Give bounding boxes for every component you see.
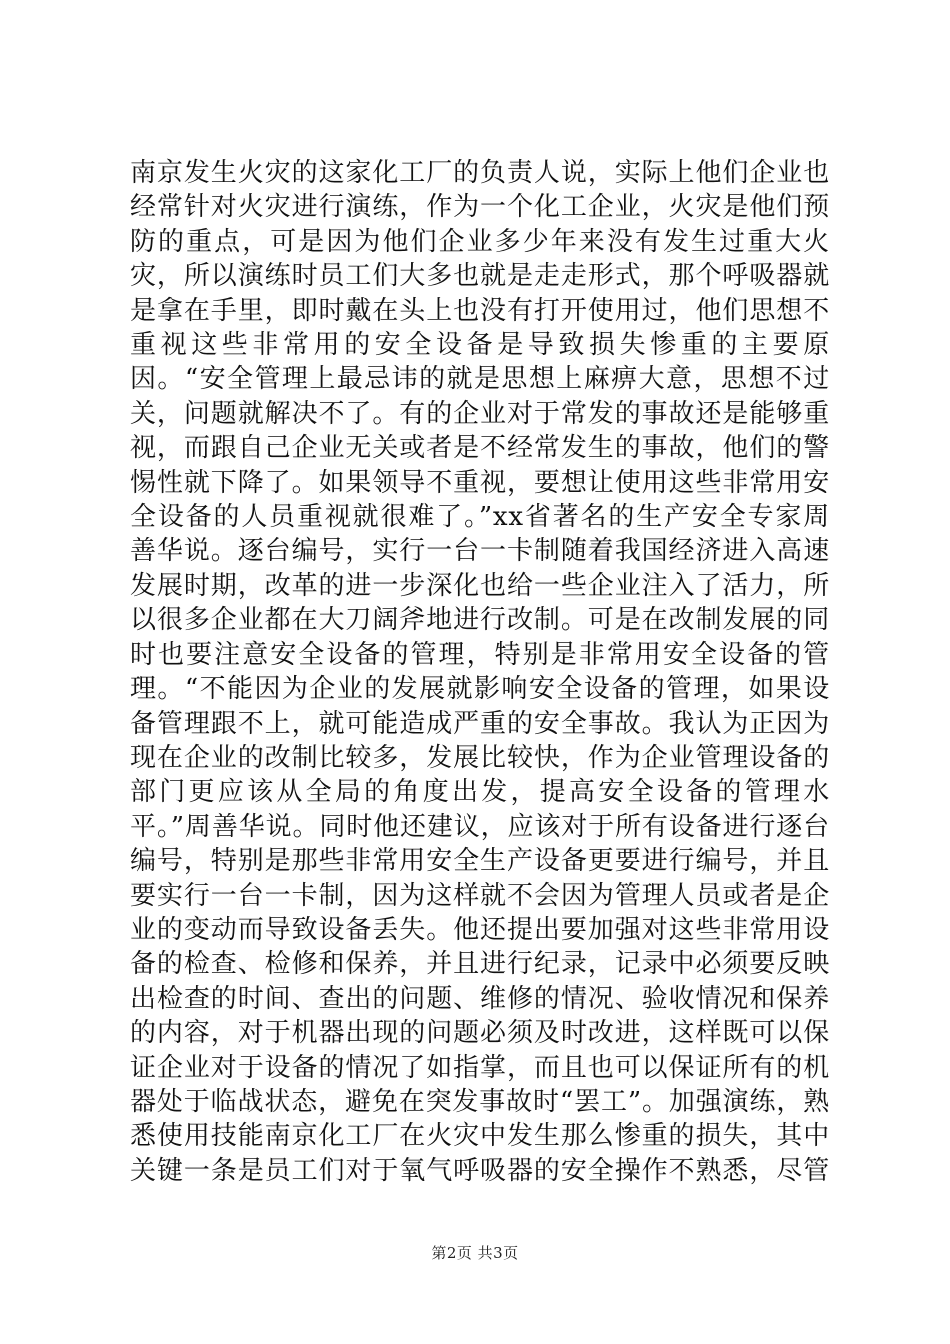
page-number-footer: 第2页 共3页 [431,1244,519,1262]
body-paragraph: 南京发生火灾的这家化工厂的负责人说，实际上他们企业也经常针对火灾进行演练，作为一个化工企业，火灾是他们预防的重点，可是因为他们企业多少年来没有发生过重大火灾，所以演练时员工们大多也就是走走形式，那个呼吸器就是拿在手里，即时戴在头上也没有打开使用过，他们思想不重视这些非常用的安全设备是导致损失惨重的主要原因。“安全管理上最忌讳的就是思想上麻痹大意，思想不过关，问题就解决不了。有的企业对于常发的事故还是能够重视，而跟自己企业无关或者是不经常发生的事故，他们的警惕性就下降了。如果领导不重视，要想让使用这些非常用安全设备的人员重视就很难了。”xx省著名的生产安全专家周善华说。逐台编号，实行一台一卡制随着我国经济进入高速发展时期，改革的进一步深化也给一些企业注入了活力，所以很多企业都在大刀阔斧地进行改制。可是在改制发展的同时也要注意安全设备的管理，特别是非常用安全设备的管理。“不能因为企业的发展就影响安全设备的管理，如果设备管理跟不上，就可能造成严重的安全事故。我认为正因为现在企业的改制比较多，发展比较快，作为企业管理设备的部门更应该从全局的角度出发，提高安全设备的管理水平。”周善华说。同时他还建议，应该对于所有设备进行逐台编号，特别是那些非常用安全生产设备更要进行编号，并且要实行一台一卡制，因为这样就不会因为管理人员或者是企业的变动而导致设备丢失。他还提出要加强对这些非常用设备的检查、检修和保养，并且进行纪录，记录中必须要反映出检查的时间、查出的问题、维修的情况、验收情况和保养的内容，对于机器出现的问题必须及时改进，这样既可以保证企业对于设备的情况了如指掌，而且也可以保证所有的机器处于临战状态，避免在突发事故时“罢工”。加强演练，熟悉使用技能南京化工厂在火灾中发生那么惨重的损失，其中关键一条是员工们对于氧气呼吸器的安全操作不熟悉，尽管 [130,158,830,1186]
